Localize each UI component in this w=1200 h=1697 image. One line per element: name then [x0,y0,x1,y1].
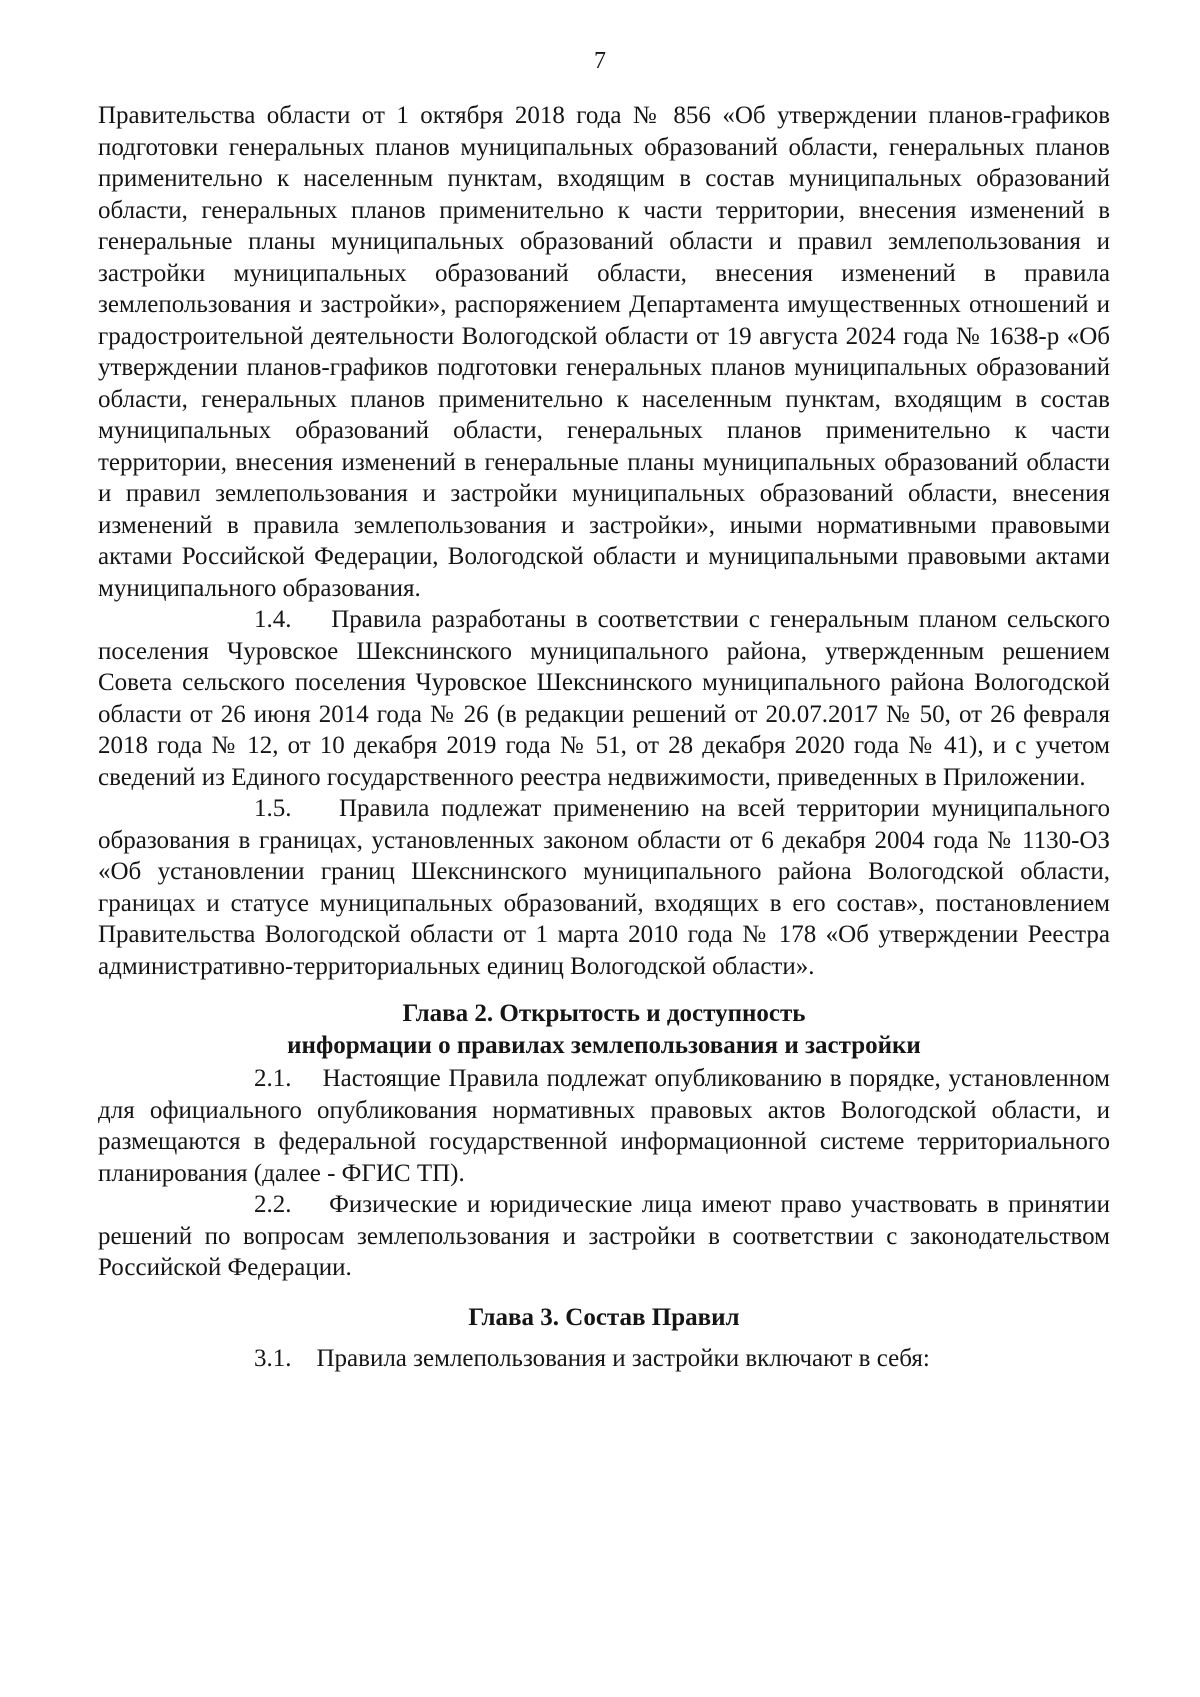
chapter-2-heading [98,998,1110,1061]
clause-number-2-1: 2.1. [254,1065,292,1092]
clause-number-2-2: 2.2. [254,1191,292,1218]
chapter-2-title-line-2: информации о правилах землепользования и застройки [287,1031,921,1059]
clause-text-1-4: Правила разработаны в соответствии с генеральным планом сельского поселения Чуровское Шекснинского муниципального района, утвержденным решением Совета сельского поселения Чуровское Шекснинского муниципального района Вологодской области от 26 июня 2014 года № 26 (в редакции решений от 20.07.2017 № 50, от 26 февраля 2018 года № 12, от 10 декабря 2019 года № 51, от 28 декабря 2020 года № 41), и с учетом сведений из Единого государственного реестра недвижимости, приведенных в Приложении. [98,606,1110,791]
clause-text-1-5: Правила подлежат применению на всей территории муниципального образования в границах, установленных законом области от 6 декабря 2004 года № 1130-ОЗ «Об установлении границ Шекснинского муниципального района Вологодской области, границах и статусе муниципальных образований, входящих в его состав», постановлением Правительства Вологодской области от 1 марта 2010 года № 178 «Об утверждении Реестра административно-территориальных единиц Вологодской области». [98,795,1110,980]
paragraph-2-1 [98,1063,1110,1189]
paragraph-1-4 [98,604,1110,793]
page-number: 7 [594,48,606,74]
paragraph-3-1 [98,1343,1110,1375]
clause-text-3-1: Правила землепользования и застройки включают в себя: [316,1345,930,1372]
chapter-3-title: Глава 3. Состав Правил [468,1303,740,1331]
document-body [98,100,1110,1375]
clause-text-2-1: Настоящие Правила подлежат опубликованию в порядке, установленном для официального опубликования нормативных правовых актов Вологодской области, и размещаются в федеральной государственной информационной системе территориального планирования (далее - ФГИС ТП). [98,1065,1111,1187]
paragraph-2-2 [98,1189,1110,1284]
clause-text-2-2: Физические и юридические лица имеют право участвовать в принятии решений по вопросам землепользования и застройки в соответствии с законодательством Российской Федерации. [98,1191,1111,1281]
paragraph-intro-continuation: Правительства области от 1 октября 2018 года № 856 «Об утверждении планов-графиков подготовки генеральных планов муниципальных образований области, генеральных планов применительно к населенным пунктам, входящим в состав муниципальных образований области, генеральных планов применительно к части территории, внесения изменений в генеральные планы муниципальных образований области и правил землепользования и застройки муниципальных образований области, внесения изменений в правила землепользования и застройки», распоряжением Департамента имущественных отношений и градостроительной деятельности Вологодской области от 19 августа 2024 года № 1638-р «Об утверждении планов-графиков подготовки генеральных планов муниципальных образований области, генеральных планов применительно к населенным пунктам, входящим в состав муниципальных образований области, генеральных планов применительно к части территории, внесения изменений в генеральные планы муниципальных образований области и правил землепользования и застройки муниципальных образований области, внесения изменений в правила землепользования и застройки», иными нормативными правовыми актами Российской Федерации, Вологодской области и муниципальными правовыми актами муниципального образования. [98,102,1110,602]
chapter-3-heading [98,1302,1110,1334]
clause-number-1-4: 1.4. [254,606,292,633]
clause-number-1-5: 1.5. [254,795,292,822]
clause-number-3-1: 3.1. [254,1345,292,1372]
paragraph-1-5 [98,793,1110,982]
chapter-2-title-line-1: Глава 2. Открытость и доступность [402,1000,806,1027]
